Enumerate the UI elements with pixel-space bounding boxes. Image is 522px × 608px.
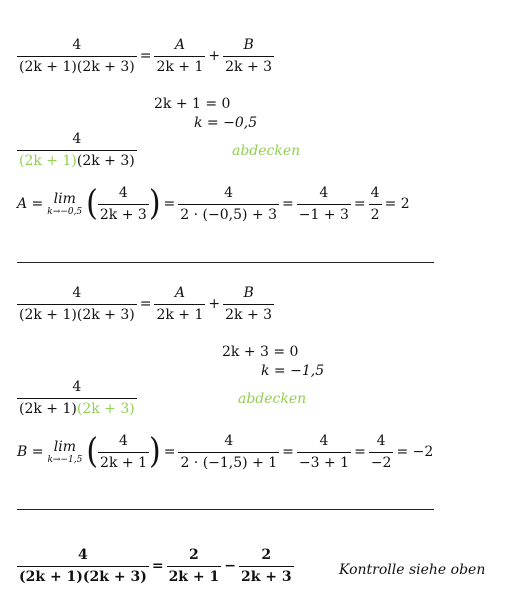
- cover-note-1: abdecken: [232, 143, 301, 159]
- solve-step-1: 2k + 1 = 0: [154, 96, 231, 112]
- limit-operator: lim k→−0,5: [47, 190, 83, 217]
- solve-result-1: k = −0,5: [194, 115, 258, 131]
- fraction-b: $\frac{B}{2k + 3}$: [225, 37, 273, 75]
- fraction-a: $\frac{A}{2k + 1}$: [156, 37, 204, 75]
- residue-b-line: B = lim k→−1,5 ( $\frac{4}{2k + 1}$ ) = $\frac{4}{2 \cdot (-1,5) + 1}$ = $\frac{4}{-3 + 1}$ = $\frac{4}{-2}$ = −2: [17, 431, 434, 472]
- divider-line: [17, 509, 434, 510]
- partial-fraction-equation-1: $\frac{4}{(2k + 1)(2k + 3)}$ = $\frac{A}{2k + 1}$ + $\frac{B}{2k + 3}$: [19, 37, 273, 75]
- solve-step-2: 2k + 3 = 0: [222, 344, 299, 360]
- fraction: $\frac{4}{(2k + 1)(2k + 3)}$: [19, 37, 135, 75]
- final-decomposition: $\frac{4}{(2k + 1)(2k + 3)}$ = $\frac{2}{2k + 1}$ − $\frac{2}{2k + 3}$: [19, 547, 292, 585]
- cover-note-2: abdecken: [238, 391, 307, 407]
- cover-fraction-2: $\frac{4}{(2k + 1)(2k + 3)}$: [19, 379, 135, 417]
- partial-fraction-equation-2: $\frac{4}{(2k + 1)(2k + 3)}$ = $\frac{A}{2k + 1}$ + $\frac{B}{2k + 3}$: [19, 285, 273, 323]
- cover-fraction-1: $\frac{4}{(2k + 1)(2k + 3)}$: [19, 131, 135, 169]
- divider-line: [17, 262, 434, 263]
- solve-result-2: k = −1,5: [261, 363, 325, 379]
- residue-a-line: A = lim k→−0,5 ( $\frac{4}{2k + 3}$ ) = $\frac{4}{2 \cdot (-0,5) + 3}$ = $\frac{4}{-1 + 3}$ = $\frac{4}{2}$ = 2: [17, 183, 410, 224]
- check-note: Kontrolle siehe oben: [339, 562, 486, 578]
